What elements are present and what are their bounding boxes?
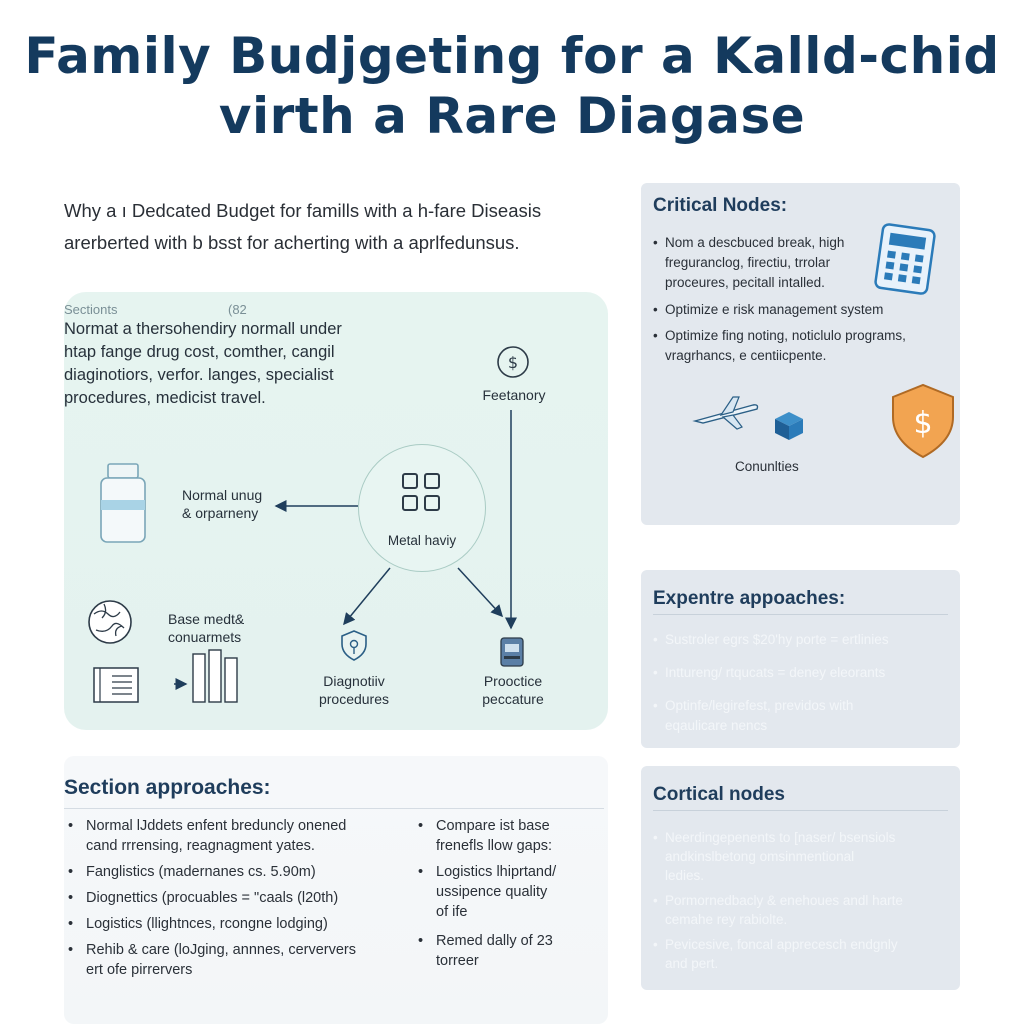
node-diagnostic-line-1: Diagnotiiv [323, 673, 385, 689]
page-title [0, 26, 1024, 146]
list-item [64, 862, 356, 882]
desc-line-4: procedures, medicist travel. [64, 389, 266, 407]
node-diagnostic-line-2: procedures [318, 691, 390, 707]
section-left-list [64, 816, 356, 980]
node-practice [458, 672, 568, 708]
list-item-line: cand rrrensing, reagnagment yates. [86, 838, 315, 854]
list-item-line: proceures, pecitall intalled. [665, 275, 825, 290]
node-practice-line-2: peccature [482, 691, 544, 707]
node-left-line-2: & orparneny [182, 505, 259, 521]
dollar-circle-icon [498, 347, 528, 377]
list-item-line: • Optinfe/legirefest, previdos with [665, 698, 854, 713]
list-item-line: • Inttureng/ rtqucats = deney eleorants [665, 665, 886, 680]
list-item-line: • Pevicesive, foncal apprecesch endgnly [665, 937, 898, 952]
node-base-line-2: conuarmets [168, 629, 242, 645]
node-left-line-1: Normal unug [182, 487, 263, 503]
svg-text:$: $ [913, 406, 933, 441]
section-title: Section approaches: [64, 776, 271, 799]
bar-chart-icon [193, 650, 237, 702]
grid-icon [402, 473, 442, 513]
list-item-line: ussipence quality [436, 884, 548, 900]
list-item-line: and pert. [665, 956, 719, 971]
desc-line-3: diaginotiors, verfor. langes, specialist [64, 366, 334, 384]
list-item-line: frenefls llow gaps: [436, 838, 553, 854]
document-icon [94, 668, 138, 702]
desc-line-2: htap fange drug cost, comther, cangil [64, 343, 335, 361]
list-item-line: • Logistics (llightnces, rcongne lodging) [86, 916, 328, 932]
card-divider [653, 614, 948, 615]
list-item-line: • Rehib & care (loJging, annnes, cerververs [86, 942, 356, 958]
diagram-description [64, 318, 394, 410]
list-item-line: of ife [436, 904, 468, 920]
title-line-2: virth a Rare Diagase [218, 87, 806, 145]
intro-line-2: arerberted with b bsst for acherting with a aprlfedunsus. [64, 232, 520, 253]
section-approaches-panel [64, 756, 608, 1024]
list-item [653, 828, 903, 885]
airplane-icon [695, 397, 758, 429]
critical-nodes-card [641, 183, 960, 525]
globe-icon [89, 601, 131, 643]
list-item-line: • Optimize fing noting, noticlulo programs, [665, 328, 906, 343]
flow-diagram-panel [64, 292, 608, 730]
bottle-icon [101, 464, 145, 542]
section-divider [64, 808, 604, 809]
critical-icon-caption: Conunlties [735, 459, 799, 474]
critical-nodes-title: Critical Nodes: [653, 195, 788, 216]
intro-text [64, 195, 624, 259]
list-item-line: cemahe rey rabiolte. [665, 912, 788, 927]
dollar-shield-icon [893, 385, 953, 457]
svg-text:$: $ [507, 353, 519, 372]
cortical-list [653, 828, 903, 973]
node-top: Feetanory [482, 387, 546, 403]
node-base [168, 610, 244, 646]
list-item-line: • Nom a descbuced break, high [665, 235, 845, 250]
cortical-nodes-card [641, 766, 960, 990]
node-left [182, 486, 262, 522]
expentre-list [653, 630, 889, 736]
shield-pin-icon [342, 631, 366, 660]
diagram-label-right: (82 [228, 302, 247, 317]
vehicle-icon [501, 638, 523, 666]
critical-icons [641, 183, 960, 525]
list-item [414, 816, 556, 856]
arrow-hub-to-diagnostic [344, 568, 390, 624]
expentre-approaches-card [641, 570, 960, 748]
card-divider [653, 810, 948, 811]
list-item-line: andkinslbetong omsinmentional [665, 849, 855, 864]
list-item-line: • Neerdingepenents to [naser/ bsensiols [665, 830, 896, 845]
arrow-hub-to-practice [458, 568, 502, 616]
hub-node [358, 444, 486, 572]
section-right-list [414, 816, 556, 971]
list-item [414, 862, 556, 922]
list-item [414, 931, 556, 971]
list-item [653, 630, 889, 650]
list-item-line: vragrhancs, e centiicpente. [665, 348, 827, 363]
list-item-line: • Optimize e risk management system [665, 302, 884, 317]
node-base-line-1: Base medt& [168, 611, 245, 627]
desc-line-1: Normat a thersohendiry normall under [64, 320, 342, 338]
list-item-line: • Fanglistics (madernanes cs. 5.90m) [86, 864, 316, 880]
node-diagnostic [294, 672, 414, 708]
list-item-line: freguranclog, firectiu, trrolar [665, 255, 831, 270]
intro-line-1: Why a ı Dedcated Budget for famills with a h-fare Diseasis [64, 200, 542, 221]
list-item [64, 914, 356, 934]
list-item-line: eqaulicare nencs [665, 718, 768, 733]
list-item [64, 940, 356, 980]
title-line-1: Family Budjgeting for a Kalld-chid [24, 27, 1000, 85]
calculator-icon [875, 224, 935, 295]
expentre-title: Expentre appoaches: [653, 588, 846, 609]
list-item-line: • Normal lJddets enfent breduncly onened [86, 818, 347, 834]
list-item-line: torreer [436, 953, 479, 969]
list-item [64, 888, 356, 908]
diagram-label-left: Sectionts [64, 302, 118, 317]
list-item [64, 816, 356, 856]
list-item-line: • Compare ist base [436, 818, 550, 834]
node-practice-line-1: Prooctice [483, 673, 543, 689]
list-item-line: ledies. [665, 868, 705, 883]
list-item-line: • Sustroler egrs $20'hy porte = ertlinies [665, 632, 889, 647]
list-item-line: • Diognettics (procuables = "caals (l20th) [86, 890, 339, 906]
list-item [653, 935, 903, 973]
list-item-line: • Logistics lhiprtand/ [436, 864, 557, 880]
list-item [653, 891, 903, 929]
list-item [653, 663, 889, 683]
hub-label: Metal haviy [387, 533, 457, 548]
list-item-line: • Pormornedbacly & enehoues andl harte [665, 893, 903, 908]
cube-icon [775, 412, 803, 440]
list-item [653, 696, 889, 736]
cortical-title: Cortical nodes [653, 784, 785, 805]
list-item-line: ert ofe pirrervers [86, 962, 193, 978]
list-item-line: • Remed dally of 23 [436, 933, 553, 949]
